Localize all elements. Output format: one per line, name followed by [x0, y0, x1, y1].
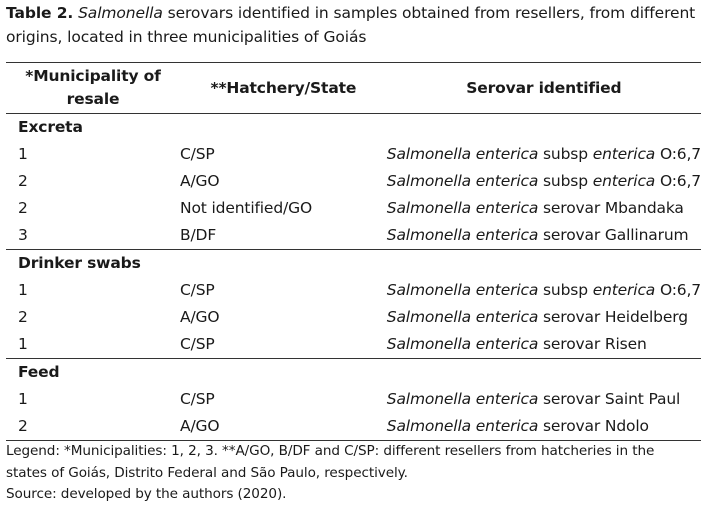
municipality-cell: 2 [18, 172, 28, 190]
table-legend [6, 441, 696, 506]
table-row [6, 222, 701, 250]
serovar-italic: Salmonella enterica [386, 308, 539, 326]
serovar-italic: Salmonella enterica [386, 226, 539, 244]
header-municipality: *Municipality of resale [6, 63, 180, 114]
serovar-text: O:6,7 [655, 145, 701, 163]
serovar-text: O:6,7 [655, 172, 701, 190]
serovar-text: subsp [538, 281, 593, 299]
hatchery-cell: C/SP [180, 390, 215, 408]
municipality-cell: 1 [18, 390, 28, 408]
section-heading: Excreta [6, 114, 701, 142]
table-row [6, 168, 701, 195]
serovar-italic: Salmonella enterica [386, 199, 539, 217]
hatchery-cell: C/SP [180, 335, 215, 353]
serovar-cell [387, 304, 701, 331]
source-text: Source: developed by the authors (2020). [6, 486, 287, 502]
hatchery-cell: C/SP [180, 145, 215, 163]
municipality-cell: 2 [18, 199, 28, 217]
table-body [6, 114, 701, 441]
serovar-text: serovar Saint Paul [538, 390, 681, 408]
serovar-italic: Salmonella enterica [386, 172, 539, 190]
serovar-text: subsp [538, 172, 593, 190]
serovar-italic: enterica [592, 172, 656, 190]
hatchery-cell: B/DF [180, 226, 217, 244]
section-row [6, 114, 701, 142]
serovar-cell [387, 222, 701, 250]
hatchery-cell: A/GO [180, 413, 387, 441]
serovar-table [6, 62, 701, 441]
table-row [6, 141, 701, 168]
legend-text: Legend: *Municipalities: 1, 2, 3. **A/GO, B/DF and C/SP: different resellers from hatcheries in the states of Goiás, Distrito Federal and São Paulo, respectively. [6, 443, 655, 481]
municipality-cell: 1 [18, 281, 28, 299]
serovar-text: O:6,7 [655, 281, 701, 299]
serovar-cell [387, 331, 701, 359]
serovar-italic: enterica [592, 281, 656, 299]
hatchery-cell: Not identified/GO [180, 199, 312, 217]
table-row [6, 304, 701, 331]
serovar-italic: Salmonella enterica [386, 281, 539, 299]
hatchery-cell: A/GO [180, 308, 220, 326]
serovar-cell [387, 277, 701, 304]
serovar-cell [387, 168, 701, 195]
serovar-italic: enterica [592, 145, 656, 163]
section-heading: Feed [6, 359, 701, 387]
municipality-cell: 3 [18, 226, 28, 244]
table-caption [6, 1, 696, 49]
serovar-italic: Salmonella enterica [386, 145, 539, 163]
section-heading: Drinker swabs [6, 250, 701, 278]
serovar-cell [387, 413, 701, 441]
serovar-cell [387, 141, 701, 168]
table-row [6, 413, 701, 441]
section-row [6, 250, 701, 278]
caption-label: Table 2. [6, 4, 74, 22]
serovar-text: serovar Gallinarum [538, 226, 689, 244]
serovar-cell [387, 386, 701, 413]
serovar-text: subsp [538, 145, 593, 163]
serovar-italic: Salmonella enterica [386, 417, 539, 435]
caption-genus: Salmonella [78, 4, 163, 22]
header-hatchery: **Hatchery/State [180, 63, 387, 114]
section-row [6, 359, 701, 387]
header-serovar: Serovar identified [387, 63, 701, 114]
serovar-italic: Salmonella enterica [386, 335, 539, 353]
table-row [6, 277, 701, 304]
hatchery-cell: C/SP [180, 281, 215, 299]
table-header-row [6, 63, 701, 114]
table-row [6, 331, 701, 359]
table-row [6, 195, 701, 222]
municipality-cell: 1 [18, 335, 28, 353]
caption-text: serovars identified in samples obtained from resellers, from different origins, located in three municipalities of Goiás [6, 4, 696, 46]
serovar-text: serovar Risen [538, 335, 647, 353]
table-row [6, 386, 701, 413]
serovar-text: serovar Ndolo [538, 417, 649, 435]
municipality-cell: 2 [18, 308, 28, 326]
serovar-text: serovar Mbandaka [538, 199, 684, 217]
municipality-cell: 2 [6, 413, 180, 441]
serovar-text: serovar Heidelberg [538, 308, 688, 326]
municipality-cell: 1 [18, 145, 28, 163]
serovar-cell [387, 195, 701, 222]
hatchery-cell: A/GO [180, 172, 220, 190]
serovar-italic: Salmonella enterica [386, 390, 539, 408]
